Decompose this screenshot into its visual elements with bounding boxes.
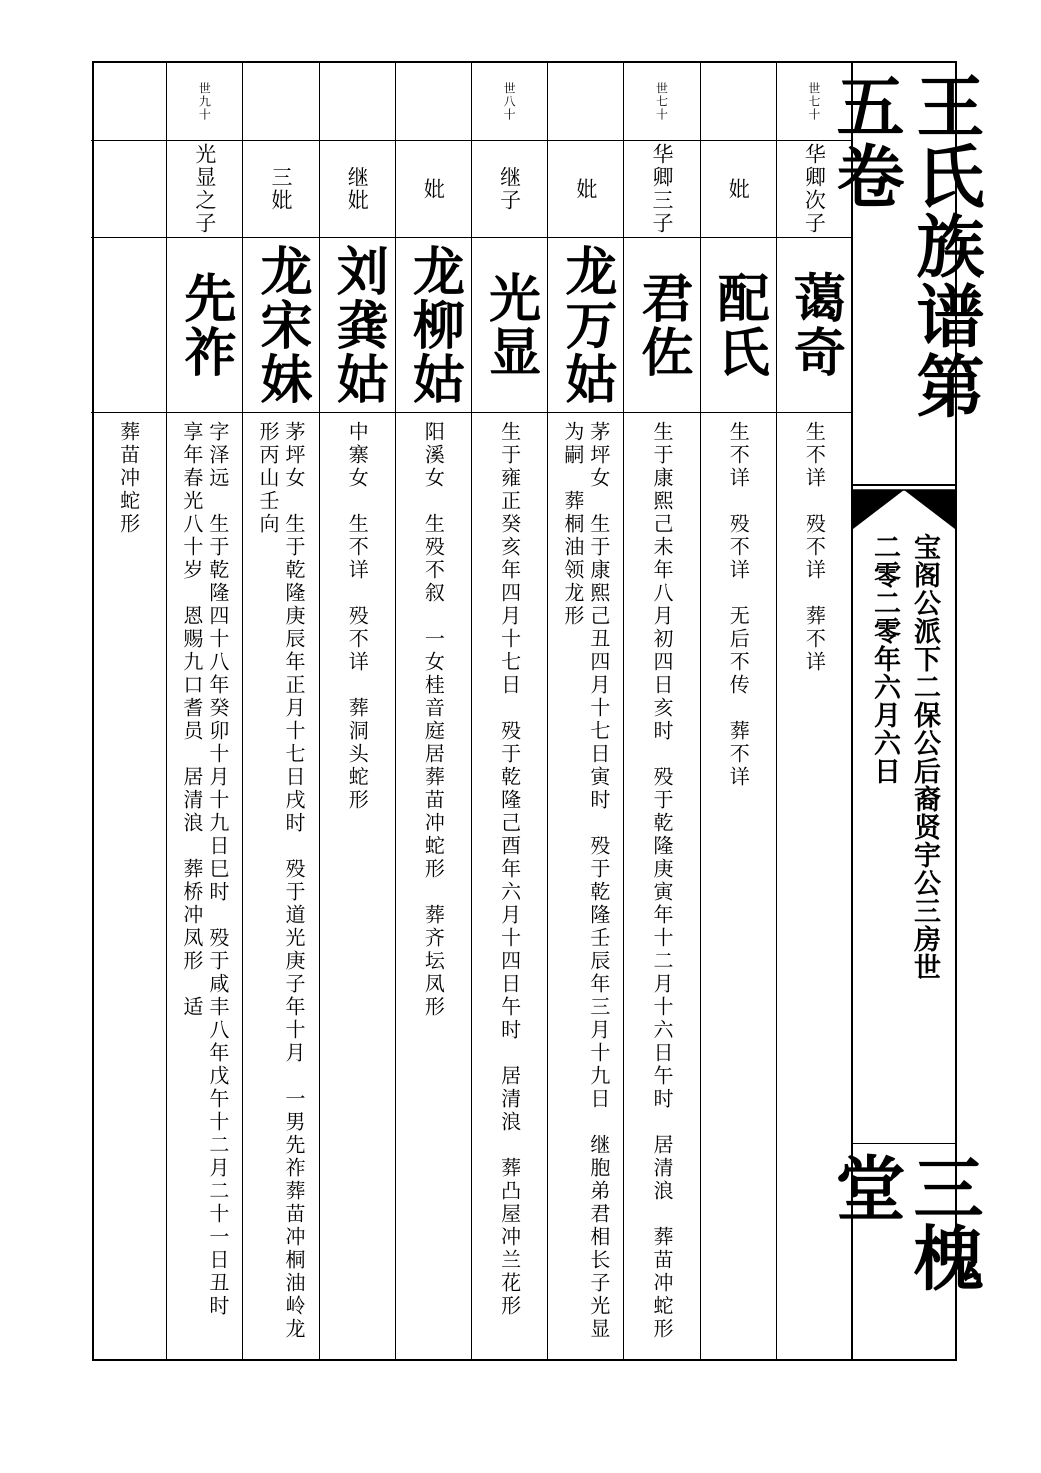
relation-label-cell	[167, 141, 242, 238]
relation-label-cell	[472, 141, 547, 238]
relation-label: 三妣	[269, 166, 294, 212]
biography-text-cell	[777, 413, 852, 1363]
person-name: 龙万姑	[555, 244, 616, 406]
person-name-cell	[396, 238, 471, 413]
person-name-cell	[472, 238, 547, 413]
person-name-cell	[320, 238, 395, 413]
person-name: 光显	[479, 271, 540, 379]
generation-label-cell	[701, 63, 776, 141]
biography-text-cell	[320, 413, 395, 1363]
person-name-cell	[91, 238, 166, 413]
person-name: 蔼奇	[784, 271, 845, 379]
generation-label-cell	[167, 63, 242, 141]
relation-label-cell	[701, 141, 776, 238]
subtitle-branch: 宝阁公派下二保公后裔贤宇公三房世	[909, 533, 940, 981]
biography-text-cell	[91, 413, 166, 1363]
generation-label-cell	[777, 63, 852, 141]
person-column	[548, 63, 624, 1359]
biography-text-cell	[472, 413, 547, 1363]
person-name: 龙宋妹	[251, 244, 312, 406]
biography-text: 字泽远 生于乾隆四十八年癸卯十月十九日巳时 殁于咸丰八年戊午十二月二十一日丑时 享年春光八十岁 恩赐九口耆员 居清浪 葬桥冲凤形 适	[179, 421, 230, 1341]
biography-text-cell	[701, 413, 776, 1363]
generation-label-cell	[243, 63, 318, 141]
person-column	[472, 63, 548, 1359]
title-column-border	[851, 63, 853, 1359]
biography-text-cell	[167, 413, 242, 1363]
person-column	[624, 63, 700, 1359]
relation-label: 华卿次子	[802, 143, 827, 235]
biography-text: 生不详 殁不详 无后不传 葬不详	[726, 421, 751, 789]
relation-label: 继子	[497, 166, 522, 212]
genealogy-page-frame	[92, 61, 984, 1361]
biography-text: 茅坪女 生于康熙己丑四月十七日寅时 殁于乾隆壬辰年三月十九日 继胞弟君相长子光显为嗣 葬桐油领龙形	[560, 421, 611, 1341]
person-name: 刘龚姑	[327, 244, 388, 406]
book-title-block	[825, 63, 984, 483]
relation-label-cell	[91, 141, 166, 238]
relation-label: 光显之子	[192, 143, 217, 235]
biography-text-cell	[243, 413, 318, 1363]
subtitle-date: 二零二零年六月六日	[869, 533, 900, 785]
person-name-cell	[243, 238, 318, 413]
biography-text: 生不详 殁不详 葬不详	[802, 421, 827, 674]
biography-text: 阳溪女 生殁不叙 一女桂音庭居葬苗冲蛇形 葬齐坛凤形	[421, 421, 446, 1019]
person-column	[243, 63, 319, 1359]
title-divider-ornament	[853, 481, 955, 533]
person-name: 龙柳姑	[403, 244, 464, 406]
generation-label: 世七十	[654, 82, 669, 121]
relation-label-cell	[243, 141, 318, 238]
person-name-cell	[548, 238, 623, 413]
person-column	[91, 63, 167, 1359]
biography-text: 葬苗冲蛇形	[116, 421, 141, 536]
generation-label-cell	[396, 63, 471, 141]
relation-label-cell	[396, 141, 471, 238]
generation-label-cell	[624, 63, 699, 141]
relation-label: 华卿三子	[650, 143, 675, 235]
person-name: 先祚	[174, 271, 235, 379]
biography-text-cell	[548, 413, 623, 1363]
person-name-cell	[624, 238, 699, 413]
generation-label-cell	[472, 63, 547, 141]
person-name-cell	[701, 238, 776, 413]
generation-label-cell	[91, 63, 166, 141]
relation-label-cell	[777, 141, 852, 238]
generation-label: 世七十	[806, 82, 821, 121]
hall-name-block	[824, 1143, 984, 1361]
biography-text: 中寨女 生不详 殁不详 葬洞头蛇形	[345, 421, 370, 812]
subtitle-block	[853, 533, 955, 1143]
person-name: 配氏	[708, 271, 769, 379]
biography-text: 生于康熙己未年八月初四日亥时 殁于乾隆庚寅年十二月十六日午时 居清浪 葬苗冲蛇形	[650, 421, 675, 1341]
relation-label: 妣	[421, 177, 446, 201]
generation-label: 世八十	[502, 82, 517, 121]
person-column	[320, 63, 396, 1359]
person-column	[167, 63, 243, 1359]
relation-label: 妣	[726, 177, 751, 201]
biography-text: 茅坪女 生于乾隆庚辰年正月十七日戌时 殁于道光庚子年十月 一男先祚葬苗冲桐油岭龙形丙山壬向	[256, 421, 307, 1341]
relation-label-cell	[548, 141, 623, 238]
person-column	[777, 63, 853, 1359]
biography-text-cell	[396, 413, 471, 1363]
person-name-cell	[777, 238, 852, 413]
person-name: 君佐	[632, 271, 693, 379]
generation-label-cell	[548, 63, 623, 141]
relation-label-cell	[320, 141, 395, 238]
biography-text-cell	[624, 413, 699, 1363]
person-name-cell	[167, 238, 242, 413]
generation-label-cell	[320, 63, 395, 141]
hall-name: 三槐堂	[824, 1152, 984, 1292]
generation-label: 世九十	[197, 82, 212, 121]
person-column	[701, 63, 777, 1359]
book-title: 王氏族谱第五卷	[825, 71, 984, 421]
relation-label: 继妣	[345, 166, 370, 212]
biography-text: 生于雍正癸亥年四月十七日 殁于乾隆己酉年六月十四日午时 居清浪 葬凸屋冲兰花形	[497, 421, 522, 1318]
relation-label-cell	[624, 141, 699, 238]
relation-label: 妣	[573, 177, 598, 201]
title-column	[824, 63, 984, 1359]
person-column	[396, 63, 472, 1359]
